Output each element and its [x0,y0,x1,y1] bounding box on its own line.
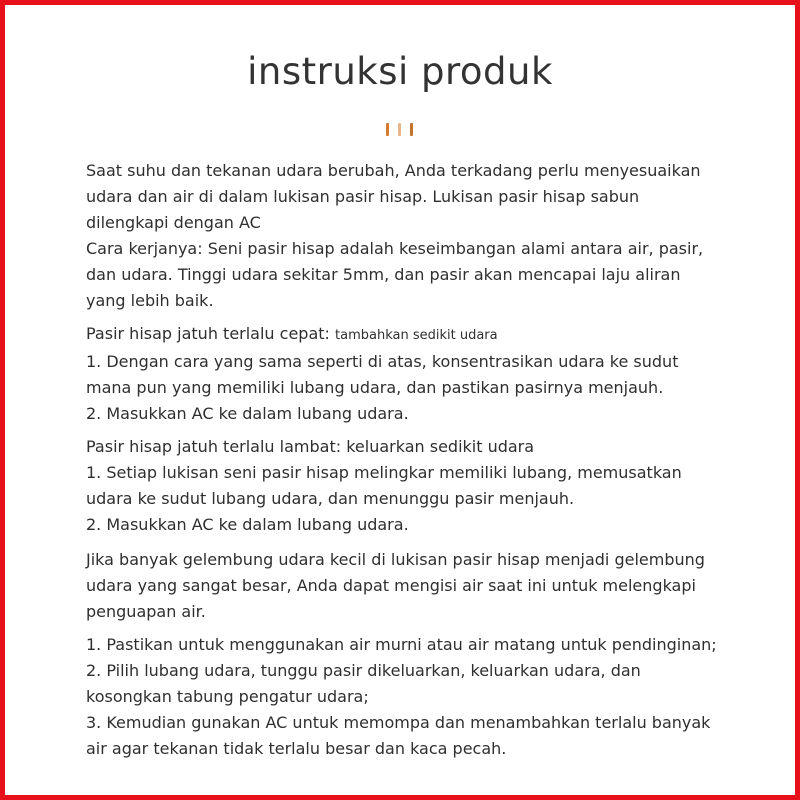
fast-step-2: 2. Masukkan AC ke dalam lubang udara. [86,404,409,423]
bubbles-step-2: 2. Pilih lubang udara, tunggu pasir dikeluarkan, keluarkan udara, dan kosongkan tabung pengatur udara; [86,661,641,706]
how-it-works-paragraph: Cara kerjanya: Seni pasir hisap adalah keseimbangan alami antara air, pasir, dan udara. Tinggi udara sekitar 5mm, dan pasir akan mencapai laju aliran yang lebih baik. [86,239,704,310]
bubbles-step-3: 3. Kemudian gunakan AC untuk memompa dan menambahkan terlalu banyak air agar tekanan tidak terlalu besar dan kaca pecah. [86,713,711,758]
bubbles-intro: Jika banyak gelembung udara kecil di lukisan pasir hisap menjadi gelembung udara yang sangat besar, Anda dapat mengisi air saat ini untuk melengkapi penguapan air. [86,550,705,621]
fast-section-heading [86,321,722,349]
ornament-bar-3 [410,123,413,136]
fast-heading-text: Pasir hisap jatuh terlalu cepat: [86,324,330,343]
slow-step-2: 2. Masukkan AC ke dalam lubang udara. [86,515,409,534]
bubbles-step-1: 1. Pastikan untuk menggunakan air murni atau air matang untuk pendinginan; [86,635,717,654]
title-ornament [386,123,413,136]
page-title: instruksi produk [247,50,553,93]
fast-heading-note: tambahkan sedikit udara [335,328,498,343]
slow-section-heading: Pasir hisap jatuh terlalu lambat: keluarkan sedikit udara [86,437,535,456]
fast-step-1: 1. Dengan cara yang sama seperti di atas, konsentrasikan udara ke sudut mana pun yang memiliki lubang udara, dan pastikan pasirnya menjauh. [86,352,679,397]
ornament-bar-2 [398,123,401,136]
instructions-body [86,158,722,762]
ornament-bar-1 [386,123,389,136]
intro-paragraph: Saat suhu dan tekanan udara berubah, Anda terkadang perlu menyesuaikan udara dan air di dalam lukisan pasir hisap. Lukisan pasir hisap sabun dilengkapi dengan AC [86,161,701,232]
slow-step-1: 1. Setiap lukisan seni pasir hisap melingkar memiliki lubang, memusatkan udara ke sudut lubang udara, dan menunggu pasir menjauh. [86,463,682,508]
